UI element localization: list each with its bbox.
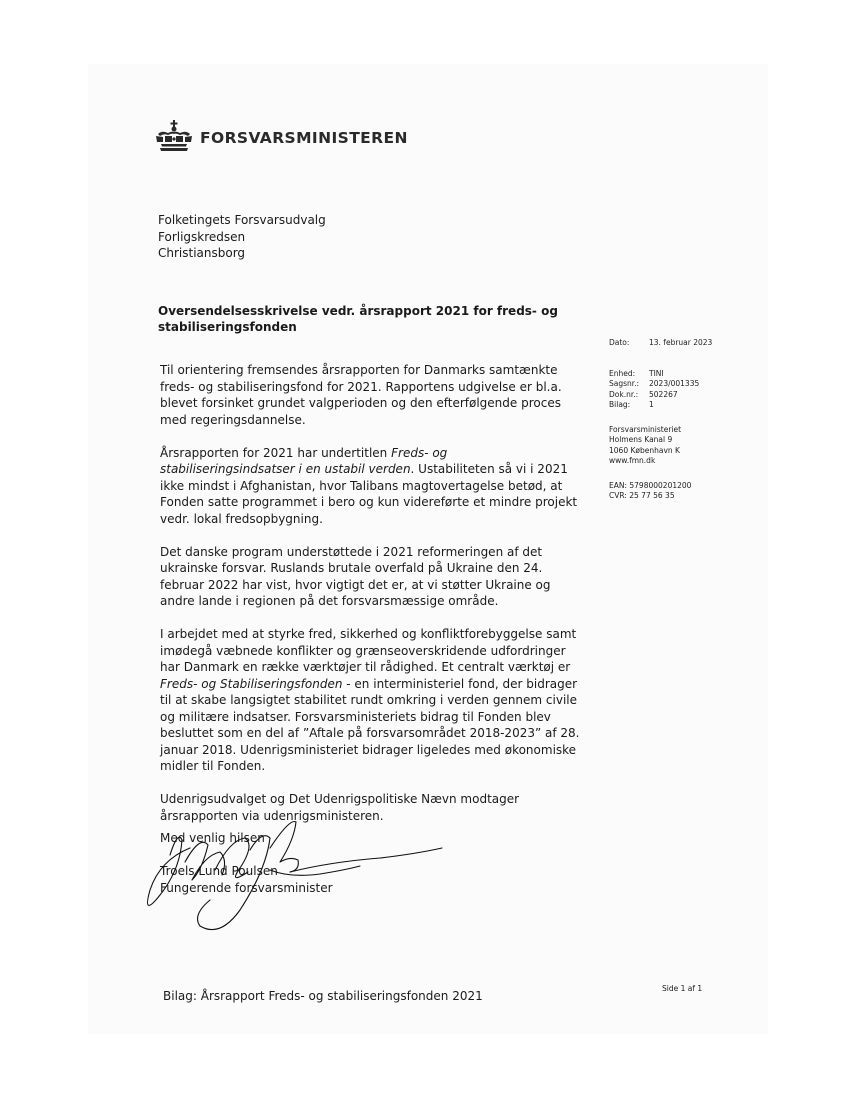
body-paragraph: Årsrapporten for 2021 har undertitlen Freds- og stabiliseringsindsatser i en ustabil verden. Ustabiliteten så vi i 2021 ikke mindst i Afghanistan, hvor Talibans magtovertagelse betød, at Fonden satte programmet i bero og kun videreførte et mindre projekt vedr. lokal fredsopbygning.: [160, 445, 578, 526]
page-number: Side 1 af 1: [662, 984, 703, 993]
body-paragraph: Udenrigsudvalget og Det Udenrigspolitiske Nævn modtager årsrapporten via udenrigsministeren.: [160, 792, 520, 823]
meta-value: 1: [649, 400, 654, 409]
meta-label: Sagsnr.:: [609, 379, 640, 388]
signatory-name: Troels Lund Poulsen: [160, 864, 278, 878]
closing-greeting: Med venlig hilsen: [160, 831, 265, 845]
recipient-line: Christiansborg: [158, 246, 246, 260]
report-subtitle: Freds- og stabiliseringsindsatser i en ustabil verden: [160, 445, 448, 476]
ministry-address-line: 1060 København K: [609, 445, 680, 455]
royal-crown-icon: [154, 120, 194, 156]
letterhead-logo-text: FORSVARSMINISTEREN: [200, 129, 408, 147]
recipient-line: Forligskredsen: [158, 229, 246, 244]
body-paragraph: I arbejdet med at styrke fred, sikkerhed og konfliktforebyggelse samt imødegå væbnede konflikter og grænseoverskridende udfordringer har Danmark en række værktøjer til rådighed. Et centralt værktøj er Freds- og Stabiliseringsfonden - en interministeriel fond, der bidrager til at skabe langsigtet stabilitet rundt omkring i verden gennem civile og militære indsatser. Forsvarsministeriets bidrag til Fonden blev besluttet som en del af ”Aftale på forsvarsområdet 2018-2023” af 28. januar 2018. Udenrigsministeriet bidrager ligeledes med økonomiske midler til Fonden.: [160, 627, 580, 773]
meta-date: [609, 338, 759, 349]
handwritten-signature: [130, 800, 450, 940]
recipient-line: Folketingets Forsvarsudvalg: [158, 213, 326, 227]
meta-field: [609, 369, 759, 380]
ministry-address-line: Forsvarsministeriet: [609, 424, 682, 434]
meta-field: [609, 400, 759, 411]
meta-label: Dato:: [609, 338, 630, 347]
meta-value: 2023/001335: [649, 379, 700, 388]
fund-name: Freds- og Stabiliseringsfonden: [160, 676, 343, 691]
meta-label: Bilag:: [609, 400, 631, 409]
meta-ean: EAN: 5798000201200: [609, 480, 692, 490]
meta-value: TINI: [649, 368, 664, 378]
body-paragraph: Til orientering fremsendes årsrapporten for Danmarks samtænkte freds- og stabiliseringsfond for 2021. Rapportens udgivelse er bl.a. blevet forsinket grundet valgperioden og den efterfølgende proces med regeringsdannelse.: [160, 363, 562, 427]
body-paragraph: Det danske program understøttede i 2021 reformeringen af det ukrainske forsvar. Ruslands brutale overfald på Ukraine den 24. februar 2022 har vist, hvor vigtigt det er, at vi støtter Ukraine og andre lande i regionen på det forsvarsmæssige område.: [160, 544, 551, 608]
meta-label: Enhed:: [609, 368, 636, 378]
meta-cvr: CVR: 25 77 56 35: [609, 491, 675, 500]
meta-value: 502267: [649, 389, 678, 399]
signatory-title: Fungerende forsvarsminister: [160, 880, 333, 895]
attachment-note: Bilag: Årsrapport Freds- og stabiliseringsfonden 2021: [163, 989, 483, 1003]
letter-body: [160, 362, 580, 824]
ministry-address-line: Holmens Kanal 9: [609, 435, 673, 444]
letter-subject: Oversendelsesskrivelse vedr. årsrapport 2021 for freds- og stabiliseringsfonden: [158, 304, 558, 334]
document-meta: [609, 338, 759, 502]
meta-field: [609, 390, 759, 401]
meta-label: Dok.nr.:: [609, 389, 639, 399]
letterhead-logo: [154, 116, 408, 160]
recipient-address: [158, 212, 326, 262]
meta-value: 13. februar 2023: [649, 338, 713, 347]
ministry-website: www.fmn.dk: [609, 456, 656, 465]
meta-field: [609, 379, 759, 390]
